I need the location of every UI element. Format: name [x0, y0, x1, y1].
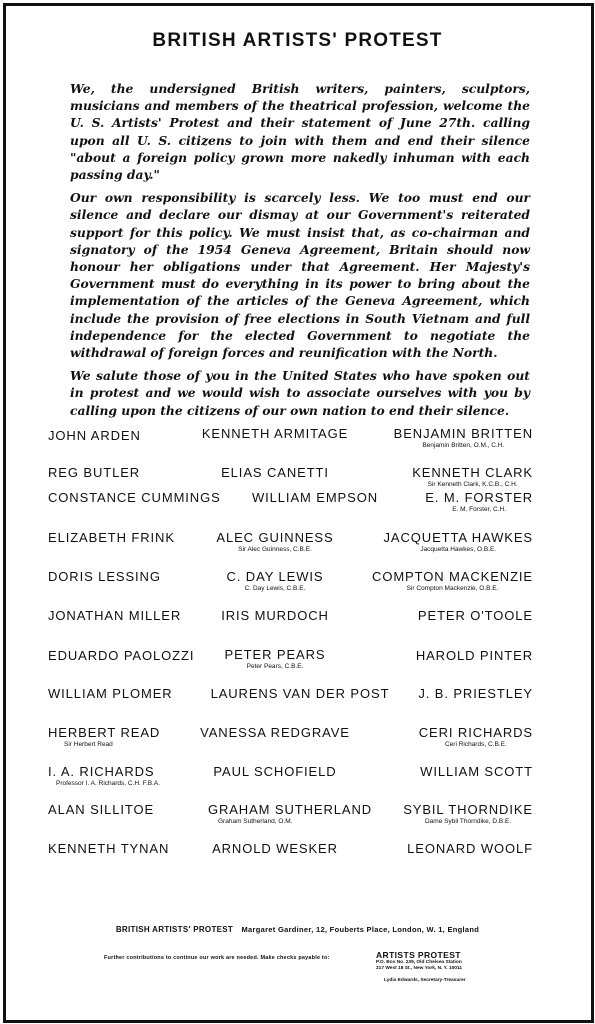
signatory-name: I. A. RICHARDS: [48, 764, 155, 779]
signatory: [419, 725, 533, 748]
signatory-name: IRIS MURDOCH: [221, 608, 329, 623]
signatory-name: REG BUTLER: [48, 465, 141, 480]
signatory-name: J. B. PRIESTLEY: [418, 686, 533, 701]
signatory-name: VANESSA REDGRAVE: [200, 725, 350, 740]
footer-address: [0, 925, 595, 934]
signatory: [425, 490, 533, 513]
signatory: [48, 569, 161, 584]
signatory-name: BENJAMIN BRITTEN: [393, 426, 533, 441]
signatory: [180, 608, 370, 623]
signatory-name: ALEC GUINNESS: [216, 530, 334, 545]
signatory-name: JACQUETTA HAWKES: [383, 530, 533, 545]
signatory: [403, 802, 533, 825]
contributions-note: Further contributions to continue our work are needed. Make checks payable to:: [104, 955, 330, 961]
signatory-name: JOHN ARDEN: [48, 428, 141, 443]
signatory-title: C. Day Lewis, C.B.E.: [244, 585, 306, 592]
signatory-name: WILLIAM PLOMER: [48, 686, 173, 701]
signatory-name: ARNOLD WESKER: [212, 841, 338, 856]
signatory-name: PAUL SCHOFIELD: [213, 764, 337, 779]
signatory-name: KENNETH ARMITAGE: [201, 426, 349, 441]
signatory: [180, 530, 370, 553]
signatory: [48, 490, 221, 505]
signatory: [48, 465, 140, 480]
signatory-name: PETER O'TOOLE: [417, 608, 533, 623]
signatory: [48, 428, 141, 443]
signatory: [407, 841, 533, 856]
signatory: [412, 465, 533, 488]
signatory: [418, 608, 533, 623]
signatory-title: Jacquetta Hawkes, O.B.E.: [420, 546, 497, 553]
signatory-name: ALAN SILLITOE: [48, 802, 155, 817]
signatory-name: JONATHAN MILLER: [48, 608, 182, 623]
signatory: [394, 426, 533, 449]
signatory-title: Ceri Richards, C.B.E.: [444, 741, 507, 748]
signatory-name: E. M. FORSTER: [425, 490, 533, 505]
signatory-name: CONSTANCE CUMMINGS: [48, 490, 221, 505]
signatory-name: LAURENS VAN DER POST: [210, 686, 390, 701]
signatory: [384, 530, 533, 553]
payee-street: 217 West 18 St., New York, N. Y. 10011: [376, 966, 463, 971]
signatory-name: CERI RICHARDS: [418, 725, 533, 740]
signatory: [180, 725, 370, 740]
signatory-title: E. M. Forster, C.H.: [452, 506, 507, 513]
payee-secretary: Lydia Edwards, Secretary-Treasurer: [384, 978, 466, 983]
signatory: [48, 608, 181, 623]
signatory-name: KENNETH TYNAN: [48, 841, 170, 856]
signatory: [180, 686, 420, 701]
signatory-title: Benjamin Britten, O.M., C.H.: [422, 442, 505, 449]
signatory: [48, 648, 194, 663]
signatory-name: HERBERT READ: [48, 725, 161, 740]
signatory-name: C. DAY LEWIS: [226, 569, 324, 584]
signatory: [180, 647, 370, 670]
signatory-name: KENNETH CLARK: [412, 465, 533, 480]
signatory-name: GRAHAM SUTHERLAND: [207, 802, 373, 817]
signatory: [416, 648, 533, 663]
statement-paragraph: We, the undersigned British writers, painters, sculptors, musicians and members of the theatrical profession, welcome the U. S. Artists' Protest and their statement of June 27th. calling upon all U. S. citizens to join with them and end their silence "about a foreign policy grown more nakedly inhuman with each passing day.": [70, 81, 530, 183]
signatory-title: Sir Kenneth Clark, K.C.B., C.H.: [427, 481, 518, 488]
signatory: [180, 841, 370, 856]
signatory-name: ELIZABETH FRINK: [48, 530, 175, 545]
signatory-name: PETER PEARS: [224, 647, 326, 662]
signatory: [418, 686, 533, 701]
signatory-title: Sir Compton Mackenzie, O.B.E.: [406, 585, 499, 592]
signatory-name: EDUARDO PAOLOZZI: [48, 648, 195, 663]
signatory: [48, 530, 175, 545]
signatory-name: WILLIAM EMPSON: [251, 490, 378, 505]
signatory: [180, 426, 370, 441]
signatory: [48, 841, 169, 856]
statement-paragraph: Our own responsibility is scarcely less. We too must end our silence and declare our dismay at our Government's reiterated support for this policy. We must insist that, as co-chairman and signatory of the 1954 Geneva Agreement, Britain should now honour her obligations under that Agreement. Her Majesty's Government must do everything in its power to bring about the implementation of the articles of the Geneva Agreement, which include the provision of free elections in South Vietnam and full independence for the elected Government to negotiate the withdrawal of foreign forces and reunification with the North.: [70, 190, 530, 361]
footer-org: BRITISH ARTISTS' PROTEST: [115, 925, 234, 934]
signatory: [420, 764, 533, 779]
signatory-name: WILLIAM SCOTT: [420, 764, 533, 779]
payee-name: ARTISTS PROTEST: [376, 950, 461, 960]
signatory: [190, 802, 390, 825]
payee-block: [376, 950, 466, 983]
signatory: [48, 802, 154, 817]
signatory-title: Sir Herbert Read: [64, 741, 113, 748]
signatory-title: Sir Alec Guinness, C.B.E.: [238, 546, 312, 553]
signatory-name: SYBIL THORNDIKE: [403, 802, 533, 817]
signatory-name: ELIAS CANETTI: [221, 465, 329, 480]
signatory: [180, 569, 370, 592]
payee-po-box: P.O. Box No. 239, Old Chelsea Station: [376, 960, 462, 965]
signatory-name: COMPTON MACKENZIE: [372, 569, 533, 584]
signatory: [180, 465, 370, 480]
signatory-title: Peter Pears, C.B.E.: [246, 663, 304, 670]
statement-text: [70, 80, 530, 425]
signatory: [48, 725, 160, 748]
signatory: [48, 764, 160, 787]
signatory: [372, 569, 533, 592]
signatory: [48, 686, 173, 701]
page-title: BRITISH ARTISTS' PROTEST: [152, 30, 443, 51]
statement-paragraph: We salute those of you in the United States who have spoken out in protest and we would wish to associate ourselves with you by calling upon the citizens of our own nation to end their silence.: [70, 368, 530, 418]
signatory-title: Dame Sybil Thorndike, D.B.E.: [424, 818, 512, 825]
footer-address-text: Margaret Gardiner, 12, Fouberts Place, London, W. 1, England: [241, 925, 480, 934]
signatory-title: Graham Sutherland, O.M.: [218, 818, 293, 825]
signatory: [220, 490, 410, 505]
signatory-name: HAROLD PINTER: [415, 648, 533, 663]
signatory-title: Professor I. A. Richards, C.H. F.B.A.: [56, 780, 161, 787]
signatory-name: DORIS LESSING: [48, 569, 161, 584]
signatory-name: LEONARD WOOLF: [407, 841, 533, 856]
signatory: [180, 764, 370, 779]
